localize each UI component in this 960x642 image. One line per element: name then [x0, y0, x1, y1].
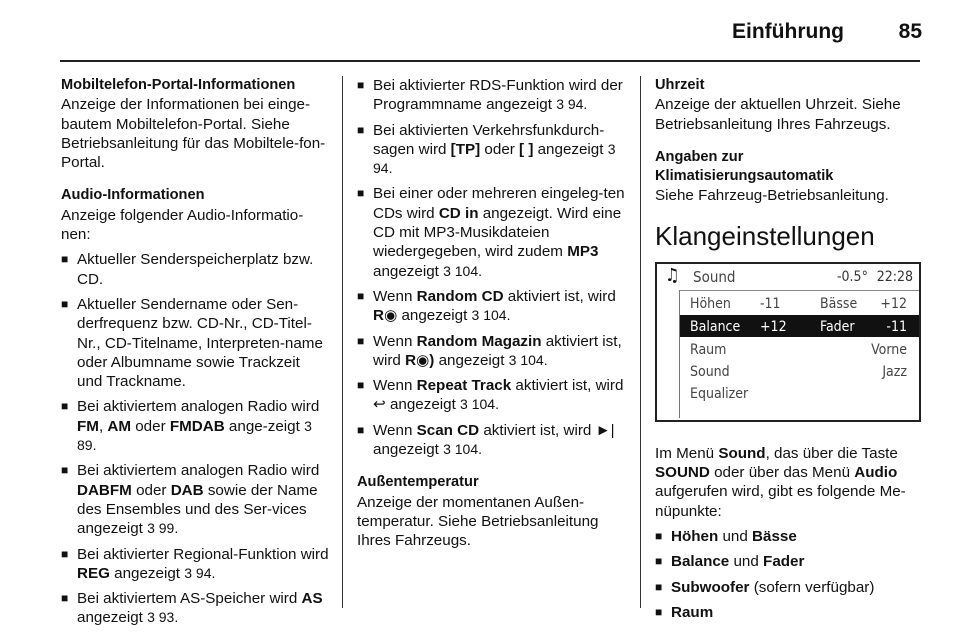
section-heading: Außentemperatur [357, 474, 479, 491]
list-item: ■ Wenn Random CD aktiviert ist, wird R◉ angezeigt 3 104. [357, 287, 625, 326]
page-reference: 3 104. [443, 262, 483, 279]
section-text: Siehe Fahrzeug-Betriebsanleitung. [655, 187, 889, 205]
column-2 [357, 76, 625, 565]
section-heading: Angaben zur Klimatisierungsautomatik [655, 148, 834, 185]
section-climate [655, 148, 923, 206]
list-item: ■ Bei aktiviertem analogen Radio wird DABFM oder DAB sowie der Name des Ensembles und des Ser-vices angezeigt 3 99. [61, 461, 329, 538]
page-reference: 3 99. [147, 520, 179, 537]
page-reference: 3 94. [556, 96, 588, 113]
list-item: ■ Raum [655, 603, 923, 622]
menu-row-hoehen[interactable]: Höhen -11 Bässe +12 [690, 295, 907, 312]
list-item: ■ Wenn Random Magazin aktiviert ist, wird R◉) angezeigt 3 104. [357, 332, 625, 371]
section-text: Anzeige der Informationen bei einge-bautem Mobiltelefon-Portal. Siehe Betriebsanleitung für das Mobiltele-fon-Portal. [61, 96, 326, 172]
screen-temperature: -0.5° [837, 268, 868, 285]
section-outside-temp [357, 473, 625, 550]
page-reference: 3 104. [460, 396, 499, 413]
menu-row-balance-selected[interactable]: Balance +12 Fader -11 [680, 315, 919, 337]
bullet-list [655, 527, 923, 622]
chapter-heading: Klangeinstellungen [655, 220, 875, 251]
screen-topbar [657, 264, 919, 290]
section-text: Anzeige der momentanen Außen-temperatur. Siehe Betriebsanleitung Ihres Fahrzeugs. [357, 493, 599, 550]
page-number: 85 [898, 20, 922, 43]
repeat-symbol-icon: ↩ [373, 396, 386, 414]
column-1 [61, 76, 329, 642]
bullet-list [357, 76, 625, 459]
column-divider [342, 76, 343, 608]
page-title: Einführung [732, 20, 844, 43]
section-text: Anzeige der aktuellen Uhrzeit. Siehe Betriebsanleitung Ihres Fahrzeugs. [655, 96, 901, 133]
section-audio-info [61, 186, 329, 627]
header-rule [60, 60, 920, 62]
menu-row-raum[interactable]: Raum Vorne [690, 341, 907, 358]
column-divider [640, 76, 641, 608]
list-item: ■ Wenn Repeat Track aktiviert ist, wird ↩ angezeigt 3 104. [357, 376, 625, 415]
list-item: ■ Subwoofer (sofern verfügbar) [655, 578, 923, 597]
list-item: ■ Bei aktivierten Verkehrsfunkdurch-sagen wird [TP] oder [ ] angezeigt 3 94. [357, 121, 625, 179]
list-item: ■ Aktueller Sendername oder Sen-derfrequenz bzw. CD-Nr., CD-Titel-Nr., CD-Titelname, Interpreten-name oder Albumname sowie Trackzeit und Trackname. [61, 295, 329, 391]
section-heading: Uhrzeit [655, 77, 705, 93]
bullet-list [61, 250, 329, 627]
screen-time: 22:28 [876, 268, 913, 285]
list-item: ■ Höhen und Bässe [655, 527, 923, 546]
page-reference: 3 104. [471, 307, 511, 324]
list-item: ■ Aktueller Senderspeicherplatz bzw. CD. [61, 250, 329, 289]
sound-menu-screen [655, 262, 921, 422]
section-heading: Mobiltelefon-Portal-Informationen [61, 77, 296, 93]
section-mobile-portal [61, 76, 329, 172]
screen-rule [680, 290, 919, 291]
menu-row-equalizer[interactable]: Equalizer [690, 385, 749, 402]
list-item: ■ Bei aktivierter Regional-Funktion wird REG angezeigt 3 94. [61, 545, 329, 584]
page-reference: 3 104. [443, 441, 483, 458]
list-item: ■ Bei einer oder mehreren eingeleg-ten CDs wird CD in angezeigt. Wird eine CD mit MP3-Musikdateien wiedergegeben, wird zudem MP3 angezeigt 3 104. [357, 184, 625, 280]
page-header [0, 0, 960, 60]
page-reference: 3 89. [77, 417, 312, 454]
list-item: ■ Bei aktiviertem analogen Radio wird FM, AM oder FMDAB ange-zeigt 3 89. [61, 397, 329, 455]
page-reference: 3 104. [508, 351, 548, 368]
scan-symbol-icon: ►| [595, 421, 615, 439]
section-text: Im Menü Sound, das über die Taste SOUND oder über das Menü Audio aufgerufen wird, gibt es folgende Me-nüpunkte: [655, 444, 906, 520]
music-note-icon: ♫ [665, 264, 680, 286]
page-reference: 3 94. [184, 564, 216, 581]
page-reference: 3 93. [147, 609, 179, 626]
page-reference: 3 94. [373, 140, 616, 177]
list-item: ■ Bei aktiviertem AS-Speicher wird AS angezeigt 3 93. [61, 589, 329, 628]
section-clock [655, 76, 923, 134]
random-cd-symbol-icon: R◉ [373, 307, 398, 325]
list-item: ■ Balance und Fader [655, 552, 923, 571]
random-magazin-symbol-icon: R◉) [405, 351, 435, 369]
menu-row-sound[interactable]: Sound Jazz [690, 363, 907, 380]
column-3 [655, 76, 923, 628]
list-item: ■ Bei aktivierter RDS-Funktion wird der Programmname angezeigt 3 94. [357, 76, 625, 115]
screen-title: Sound [693, 267, 736, 286]
section-text: Anzeige folgender Audio-Informatio-nen: [61, 206, 304, 244]
list-item: ■ Wenn Scan CD aktiviert ist, wird ►| angezeigt 3 104. [357, 421, 625, 460]
section-heading: Audio-Informationen [61, 187, 205, 204]
